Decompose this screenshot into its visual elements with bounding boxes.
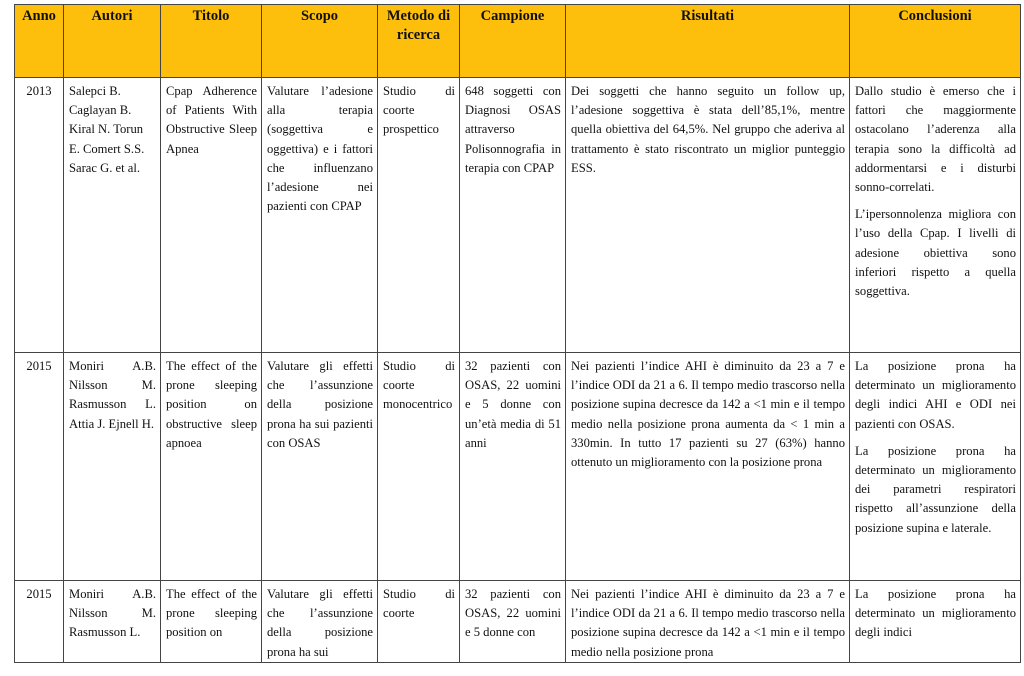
cell-titolo: Cpap Adherence of Patients With Obstructive Sleep Apnea [161,78,262,353]
header-campione: Campione [460,5,566,78]
header-titolo: Titolo [161,5,262,78]
header-autori: Autori [64,5,161,78]
cell-anno: 2013 [15,78,64,353]
conclusion-paragraph: La posizione prona ha determinato un miglioramento dei parametri respiratori rispetto all’assunzione della posizione supina e laterale. [855,443,1016,535]
literature-review-table-container [14,4,1020,663]
cell-scopo: Valutare gli effetti che l’assunzione della posizione prona ha sui pazienti con OSAS [262,353,378,581]
header-conclusioni: Conclusioni [850,5,1021,78]
header-scopo: Scopo [262,5,378,78]
cell-scopo: Valutare l’adesione alla terapia (soggettiva e oggettiva) e i fattori che influenzano l’adesione nei pazienti con CPAP [262,78,378,353]
cell-campione: 32 pazienti con OSAS, 22 uomini e 5 donne con [460,581,566,663]
cell-titolo: The effect of the prone sleeping position on [161,581,262,663]
cell-risultati: Dei soggetti che hanno seguito un follow up, l’adesione soggettiva è stata dell’85,1%, mentre quella obiettiva del 64,5%. Nel gruppo che aderiva al trattamento è stato riscontrato un miglior punteggio ESS. [566,78,850,353]
cell-conclusioni [850,353,1021,581]
cell-metodo: Studio di coorte prospettico [378,78,460,353]
header-risultati: Risultati [566,5,850,78]
cell-metodo: Studio di coorte monocentrico [378,353,460,581]
cell-autori: Salepci B. Caglayan B. Kiral N. Torun E. Comert S.S. Sarac G. et al. [64,78,161,353]
table-header-row [15,5,1021,78]
table-row [15,78,1021,353]
table-row [15,581,1021,663]
conclusion-paragraph: Dallo studio è emerso che i fattori che maggiormente ostacolano l’aderenza alla terapia sono la difficoltà ad addormentarsi e i disturbi sonno-correlati. [855,84,1016,195]
header-metodo: Metodo di ricerca [378,5,460,78]
cell-autori: Moniri A.B. Nilsson M. Rasmusson L. Attia J. Ejnell H. [64,353,161,581]
cell-anno: 2015 [15,353,64,581]
cell-campione: 32 pazienti con OSAS, 22 uomini e 5 donne con un’età media di 51 anni [460,353,566,581]
cell-titolo: The effect of the prone sleeping position on obstructive sleep apnoea [161,353,262,581]
conclusion-paragraph: La posizione prona ha determinato un miglioramento degli indici [855,587,1016,640]
cell-conclusioni [850,581,1021,663]
cell-scopo: Valutare gli effetti che l’assunzione della posizione prona ha sui [262,581,378,663]
cell-metodo: Studio di coorte [378,581,460,663]
cell-campione: 648 soggetti con Diagnosi OSAS attraverso Polisonnografia in terapia con CPAP [460,78,566,353]
cell-conclusioni [850,78,1021,353]
literature-review-table [14,4,1021,663]
table-row [15,353,1021,581]
conclusion-paragraph: L’ipersonnolenza migliora con l’uso della Cpap. I livelli di adesione obiettiva sono inferiori rispetto a quella soggettiva. [855,207,1016,299]
cell-autori: Moniri A.B. Nilsson M. Rasmusson L. [64,581,161,663]
header-anno: Anno [15,5,64,78]
cell-risultati: Nei pazienti l’indice AHI è diminuito da 23 a 7 e l’indice ODI da 21 a 6. Il tempo medio trascorso nella posizione supina decresce da 142 a <1 min e il tempo medio nella posizione prona [566,581,850,663]
cell-anno: 2015 [15,581,64,663]
conclusion-paragraph: La posizione prona ha determinato un miglioramento degli indici AHI e ODI nei pazienti con OSAS. [855,359,1016,431]
cell-risultati: Nei pazienti l’indice AHI è diminuito da 23 a 7 e l’indice ODI da 21 a 6. Il tempo medio trascorso nella posizione supina decresce da 142 a <1 min e il tempo medio nella posizione prona aumenta da < 1 min a 330min. In tutto 17 pazienti su 27 (63%) hanno ottenuto un miglioramento con la posizione prona [566,353,850,581]
